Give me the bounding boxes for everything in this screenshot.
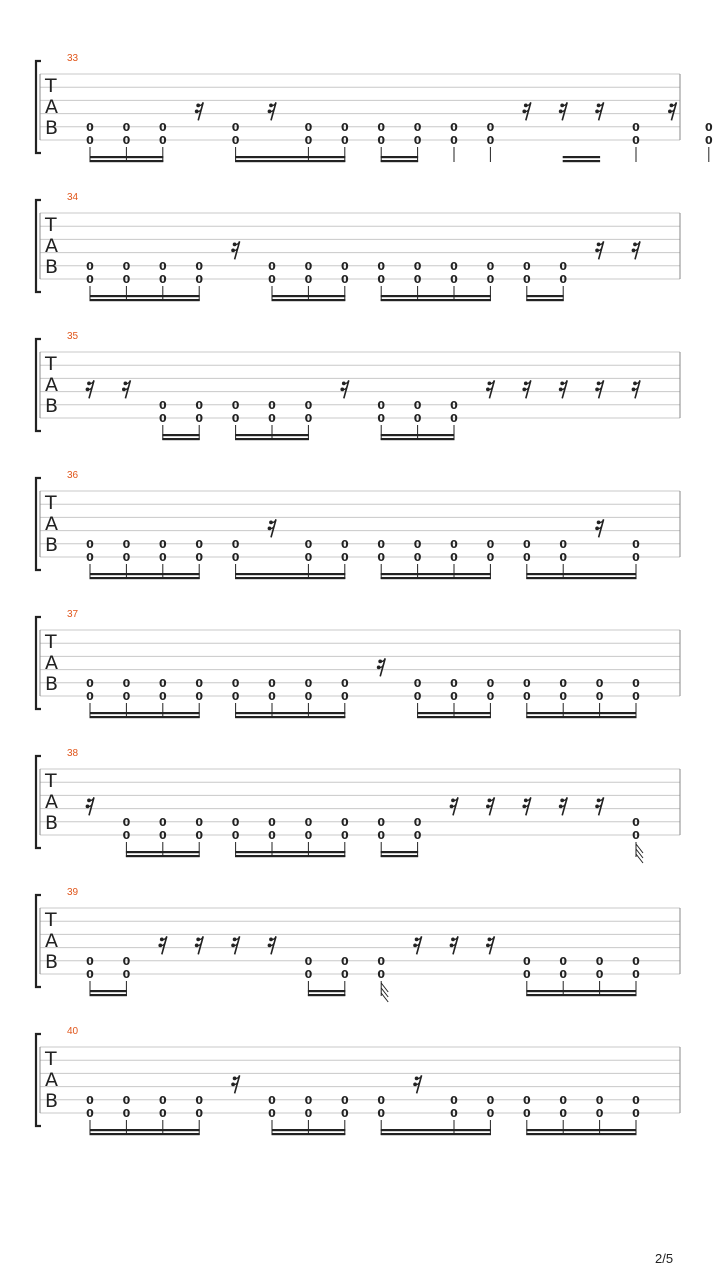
fret-number: 0 xyxy=(377,412,386,425)
fret-number: 0 xyxy=(486,690,495,703)
tremolo-flag xyxy=(381,993,388,1002)
fret-number: 0 xyxy=(450,537,458,551)
fret-number: 0 xyxy=(86,1107,94,1120)
beam xyxy=(272,295,346,297)
fret-number: 0 xyxy=(413,690,422,703)
beam xyxy=(417,712,491,714)
fret-number: 0 xyxy=(559,551,568,564)
beam xyxy=(526,716,636,718)
fret-number: 0 xyxy=(158,1093,167,1107)
fret-number: 0 xyxy=(632,1107,640,1120)
fret-number: 0 xyxy=(231,676,240,690)
fret-number: 0 xyxy=(522,676,531,690)
fret-number: 0 xyxy=(158,120,167,134)
fret-number: 0 xyxy=(304,829,313,842)
beam xyxy=(563,160,600,162)
fret-number: 0 xyxy=(377,954,386,968)
beam xyxy=(381,1133,491,1135)
fret-number: 0 xyxy=(195,273,204,286)
measure-number: 33 xyxy=(67,53,79,64)
fret-number: 0 xyxy=(340,551,349,564)
fret-number: 0 xyxy=(195,829,204,842)
fret-number: 0 xyxy=(304,273,313,286)
fret-number: 0 xyxy=(377,968,386,981)
beam xyxy=(90,156,164,158)
beam xyxy=(90,299,200,301)
fret-number: 0 xyxy=(450,551,458,564)
fret-number: 0 xyxy=(450,1093,458,1107)
beam xyxy=(381,851,418,853)
beam xyxy=(235,855,345,857)
fret-number: 0 xyxy=(450,690,458,703)
tab-clef-letter: B xyxy=(45,951,59,973)
fret-number: 0 xyxy=(486,1093,495,1107)
fret-number: 0 xyxy=(632,829,640,842)
fret-number: 0 xyxy=(522,259,531,273)
fret-number: 0 xyxy=(195,398,204,412)
fret-number: 0 xyxy=(595,676,604,690)
beam xyxy=(272,299,346,301)
measure-number: 37 xyxy=(67,609,79,620)
fret-number: 0 xyxy=(195,1107,204,1120)
fret-number: 0 xyxy=(413,398,422,412)
fret-number: 0 xyxy=(559,537,568,551)
fret-number: 0 xyxy=(158,815,167,829)
fret-number: 0 xyxy=(158,690,167,703)
fret-number: 0 xyxy=(195,537,204,551)
fret-number: 0 xyxy=(704,120,713,134)
measure-number: 39 xyxy=(67,887,79,898)
fret-number: 0 xyxy=(632,690,640,703)
fret-number: 0 xyxy=(86,1093,94,1107)
fret-number: 0 xyxy=(86,968,94,981)
fret-number: 0 xyxy=(522,273,531,286)
fret-number: 0 xyxy=(595,968,604,981)
beam xyxy=(381,573,491,575)
fret-number: 0 xyxy=(377,815,386,829)
fret-number: 0 xyxy=(377,829,386,842)
fret-number: 0 xyxy=(486,676,495,690)
fret-number: 0 xyxy=(122,1093,131,1107)
beam xyxy=(126,855,200,857)
fret-number: 0 xyxy=(340,259,349,273)
tab-clef-letter: B xyxy=(45,395,59,417)
fret-number: 0 xyxy=(413,120,422,134)
beam xyxy=(308,994,345,996)
beam xyxy=(235,438,309,440)
fret-number: 0 xyxy=(158,537,167,551)
fret-number: 0 xyxy=(304,398,313,412)
fret-number: 0 xyxy=(122,829,131,842)
fret-number: 0 xyxy=(268,412,276,425)
fret-number: 0 xyxy=(158,551,167,564)
fret-number: 0 xyxy=(340,690,349,703)
fret-number: 0 xyxy=(486,120,495,134)
fret-number: 0 xyxy=(122,273,131,286)
tab-clef-letter: A xyxy=(45,235,58,257)
fret-number: 0 xyxy=(340,273,349,286)
beam xyxy=(235,434,309,436)
fret-number: 0 xyxy=(304,676,313,690)
fret-number: 0 xyxy=(304,537,313,551)
tab-clef-letter: B xyxy=(45,1090,59,1112)
measure-number: 38 xyxy=(67,748,79,759)
fret-number: 0 xyxy=(231,815,240,829)
fret-number: 0 xyxy=(559,690,568,703)
beam xyxy=(381,434,455,436)
fret-number: 0 xyxy=(268,398,276,412)
fret-number: 0 xyxy=(377,537,386,551)
tab-clef-letter: T xyxy=(45,909,57,931)
fret-number: 0 xyxy=(158,676,167,690)
fret-number: 0 xyxy=(340,1107,349,1120)
fret-number: 0 xyxy=(304,1093,313,1107)
tab-clef-letter: T xyxy=(45,770,57,792)
fret-number: 0 xyxy=(559,954,568,968)
fret-number: 0 xyxy=(304,690,313,703)
fret-number: 0 xyxy=(158,273,167,286)
fret-number: 0 xyxy=(595,1107,604,1120)
beam xyxy=(90,295,200,297)
fret-number: 0 xyxy=(486,259,495,273)
fret-number: 0 xyxy=(340,954,349,968)
fret-number: 0 xyxy=(413,551,422,564)
fret-number: 0 xyxy=(413,134,422,147)
beam xyxy=(381,295,491,297)
tremolo-flag xyxy=(381,988,388,997)
fret-number: 0 xyxy=(632,551,640,564)
measure-number: 35 xyxy=(67,331,79,342)
measure-number: 34 xyxy=(67,192,79,203)
fret-number: 0 xyxy=(231,551,240,564)
beam xyxy=(272,1129,346,1131)
fret-number: 0 xyxy=(268,676,276,690)
tremolo-flag xyxy=(636,849,643,858)
fret-number: 0 xyxy=(450,398,458,412)
fret-number: 0 xyxy=(559,259,568,273)
beam xyxy=(235,577,345,579)
fret-number: 0 xyxy=(450,259,458,273)
fret-number: 0 xyxy=(340,1093,349,1107)
fret-number: 0 xyxy=(486,537,495,551)
beam xyxy=(526,1129,636,1131)
fret-number: 0 xyxy=(486,273,495,286)
fret-number: 0 xyxy=(304,259,313,273)
fret-number: 0 xyxy=(122,259,131,273)
fret-number: 0 xyxy=(377,551,386,564)
tab-clef-letter: A xyxy=(45,652,58,674)
fret-number: 0 xyxy=(377,120,386,134)
fret-number: 0 xyxy=(158,412,167,425)
fret-number: 0 xyxy=(413,273,422,286)
fret-number: 0 xyxy=(632,120,640,134)
fret-number: 0 xyxy=(158,829,167,842)
beam xyxy=(235,156,345,158)
fret-number: 0 xyxy=(450,676,458,690)
fret-number: 0 xyxy=(595,954,604,968)
fret-number: 0 xyxy=(486,551,495,564)
tab-clef-letter: B xyxy=(45,256,59,278)
fret-number: 0 xyxy=(268,829,276,842)
tab-clef-letter: T xyxy=(45,353,57,375)
fret-number: 0 xyxy=(86,273,94,286)
fret-number: 0 xyxy=(522,551,531,564)
tab-clef-letter: A xyxy=(45,1069,58,1091)
beam xyxy=(90,1129,200,1131)
fret-number: 0 xyxy=(450,412,458,425)
fret-number: 0 xyxy=(231,412,240,425)
fret-number: 0 xyxy=(559,676,568,690)
fret-number: 0 xyxy=(122,968,131,981)
tab-clef-letter: B xyxy=(45,673,59,695)
fret-number: 0 xyxy=(522,954,531,968)
beam xyxy=(90,994,127,996)
fret-number: 0 xyxy=(559,1107,568,1120)
beam xyxy=(90,716,200,718)
beam xyxy=(526,712,636,714)
beam xyxy=(272,1133,346,1135)
fret-number: 0 xyxy=(86,676,94,690)
beam xyxy=(126,851,200,853)
fret-number: 0 xyxy=(231,120,240,134)
fret-number: 0 xyxy=(231,829,240,842)
fret-number: 0 xyxy=(86,551,94,564)
fret-number: 0 xyxy=(632,676,640,690)
fret-number: 0 xyxy=(304,412,313,425)
fret-number: 0 xyxy=(304,954,313,968)
beam xyxy=(90,573,200,575)
beam xyxy=(526,299,563,301)
fret-number: 0 xyxy=(704,134,713,147)
fret-number: 0 xyxy=(450,273,458,286)
fret-number: 0 xyxy=(340,968,349,981)
tremolo-flag xyxy=(636,854,643,863)
fret-number: 0 xyxy=(122,690,131,703)
fret-number: 0 xyxy=(304,551,313,564)
fret-number: 0 xyxy=(195,815,204,829)
beam xyxy=(381,577,491,579)
measure-number: 36 xyxy=(67,470,79,481)
fret-number: 0 xyxy=(413,412,422,425)
beam xyxy=(235,716,345,718)
beam xyxy=(381,160,418,162)
fret-number: 0 xyxy=(268,273,276,286)
fret-number: 0 xyxy=(86,120,94,134)
beam xyxy=(235,160,345,162)
fret-number: 0 xyxy=(195,259,204,273)
fret-number: 0 xyxy=(231,398,240,412)
beam xyxy=(381,855,418,857)
beam xyxy=(381,299,491,301)
fret-number: 0 xyxy=(632,134,640,147)
fret-number: 0 xyxy=(340,120,349,134)
beam xyxy=(308,990,345,992)
beam xyxy=(417,716,491,718)
fret-number: 0 xyxy=(122,537,131,551)
beam xyxy=(563,156,600,158)
fret-number: 0 xyxy=(413,676,422,690)
tab-clef-letter: T xyxy=(45,492,57,514)
fret-number: 0 xyxy=(340,676,349,690)
fret-number: 0 xyxy=(195,676,204,690)
fret-number: 0 xyxy=(413,829,422,842)
tab-clef-letter: A xyxy=(45,930,58,952)
tab-clef-letter: B xyxy=(45,117,59,139)
fret-number: 0 xyxy=(413,815,422,829)
fret-number: 0 xyxy=(595,1093,604,1107)
tab-clef-letter: A xyxy=(45,96,58,118)
fret-number: 0 xyxy=(632,968,640,981)
tab-clef-letter: T xyxy=(45,214,57,236)
beam xyxy=(235,851,345,853)
fret-number: 0 xyxy=(486,134,495,147)
fret-number: 0 xyxy=(122,551,131,564)
tab-clef-letter: A xyxy=(45,374,58,396)
tab-clef-letter: T xyxy=(45,631,57,653)
fret-number: 0 xyxy=(450,1107,458,1120)
fret-number: 0 xyxy=(195,412,204,425)
tab-clef-letter: T xyxy=(45,75,57,97)
fret-number: 0 xyxy=(559,1093,568,1107)
fret-number: 0 xyxy=(595,690,604,703)
fret-number: 0 xyxy=(195,1093,204,1107)
fret-number: 0 xyxy=(158,259,167,273)
beam xyxy=(381,156,418,158)
fret-number: 0 xyxy=(340,815,349,829)
beam xyxy=(90,1133,200,1135)
beam xyxy=(235,573,345,575)
fret-number: 0 xyxy=(268,690,276,703)
tremolo-flag xyxy=(381,983,388,992)
beam xyxy=(526,577,636,579)
beam xyxy=(235,712,345,714)
fret-number: 0 xyxy=(340,537,349,551)
beam xyxy=(90,712,200,714)
fret-number: 0 xyxy=(450,134,458,147)
beam xyxy=(162,434,199,436)
fret-number: 0 xyxy=(86,690,94,703)
beam xyxy=(381,1129,491,1131)
tremolo-flag xyxy=(636,844,643,853)
tab-clef-letter: T xyxy=(45,1048,57,1070)
fret-number: 0 xyxy=(377,134,386,147)
fret-number: 0 xyxy=(268,1093,276,1107)
fret-number: 0 xyxy=(231,134,240,147)
fret-number: 0 xyxy=(522,537,531,551)
tab-clef-letter: B xyxy=(45,534,59,556)
fret-number: 0 xyxy=(158,1107,167,1120)
beam xyxy=(381,438,455,440)
fret-number: 0 xyxy=(304,815,313,829)
beam xyxy=(526,295,563,297)
fret-number: 0 xyxy=(86,537,94,551)
fret-number: 0 xyxy=(195,551,204,564)
tab-clef-letter: B xyxy=(45,812,59,834)
fret-number: 0 xyxy=(632,815,640,829)
fret-number: 0 xyxy=(340,134,349,147)
fret-number: 0 xyxy=(632,954,640,968)
fret-number: 0 xyxy=(340,829,349,842)
fret-number: 0 xyxy=(413,259,422,273)
fret-number: 0 xyxy=(122,134,131,147)
fret-number: 0 xyxy=(268,1107,276,1120)
beam xyxy=(526,994,636,996)
fret-number: 0 xyxy=(559,273,568,286)
fret-number: 0 xyxy=(268,259,276,273)
fret-number: 0 xyxy=(86,259,94,273)
fret-number: 0 xyxy=(195,690,204,703)
beam xyxy=(90,160,164,162)
beam xyxy=(526,573,636,575)
fret-number: 0 xyxy=(158,398,167,412)
fret-number: 0 xyxy=(304,120,313,134)
beam xyxy=(526,990,636,992)
fret-number: 0 xyxy=(86,954,94,968)
fret-number: 0 xyxy=(377,1093,386,1107)
fret-number: 0 xyxy=(632,1093,640,1107)
beam xyxy=(90,577,200,579)
fret-number: 0 xyxy=(559,968,568,981)
fret-number: 0 xyxy=(304,1107,313,1120)
fret-number: 0 xyxy=(632,537,640,551)
fret-number: 0 xyxy=(122,120,131,134)
fret-number: 0 xyxy=(413,537,422,551)
fret-number: 0 xyxy=(122,815,131,829)
fret-number: 0 xyxy=(122,676,131,690)
fret-number: 0 xyxy=(377,273,386,286)
fret-number: 0 xyxy=(522,968,531,981)
fret-number: 0 xyxy=(86,134,94,147)
fret-number: 0 xyxy=(268,815,276,829)
tab-clef-letter: A xyxy=(45,513,58,535)
fret-number: 0 xyxy=(304,968,313,981)
measure-number: 40 xyxy=(67,1026,79,1037)
fret-number: 0 xyxy=(304,134,313,147)
fret-number: 0 xyxy=(377,398,386,412)
fret-number: 0 xyxy=(522,1107,531,1120)
fret-number: 0 xyxy=(522,690,531,703)
beam xyxy=(526,1133,636,1135)
fret-number: 0 xyxy=(158,134,167,147)
fret-number: 0 xyxy=(122,1107,131,1120)
fret-number: 0 xyxy=(486,1107,495,1120)
page-number: 2/5 xyxy=(655,1251,674,1266)
fret-number: 0 xyxy=(122,954,131,968)
fret-number: 0 xyxy=(377,259,386,273)
fret-number: 0 xyxy=(231,537,240,551)
beam xyxy=(90,990,127,992)
fret-number: 0 xyxy=(522,1093,531,1107)
tab-clef-letter: A xyxy=(45,791,58,813)
fret-number: 0 xyxy=(377,1107,386,1120)
beam xyxy=(162,438,199,440)
fret-number: 0 xyxy=(231,690,240,703)
fret-number: 0 xyxy=(450,120,458,134)
